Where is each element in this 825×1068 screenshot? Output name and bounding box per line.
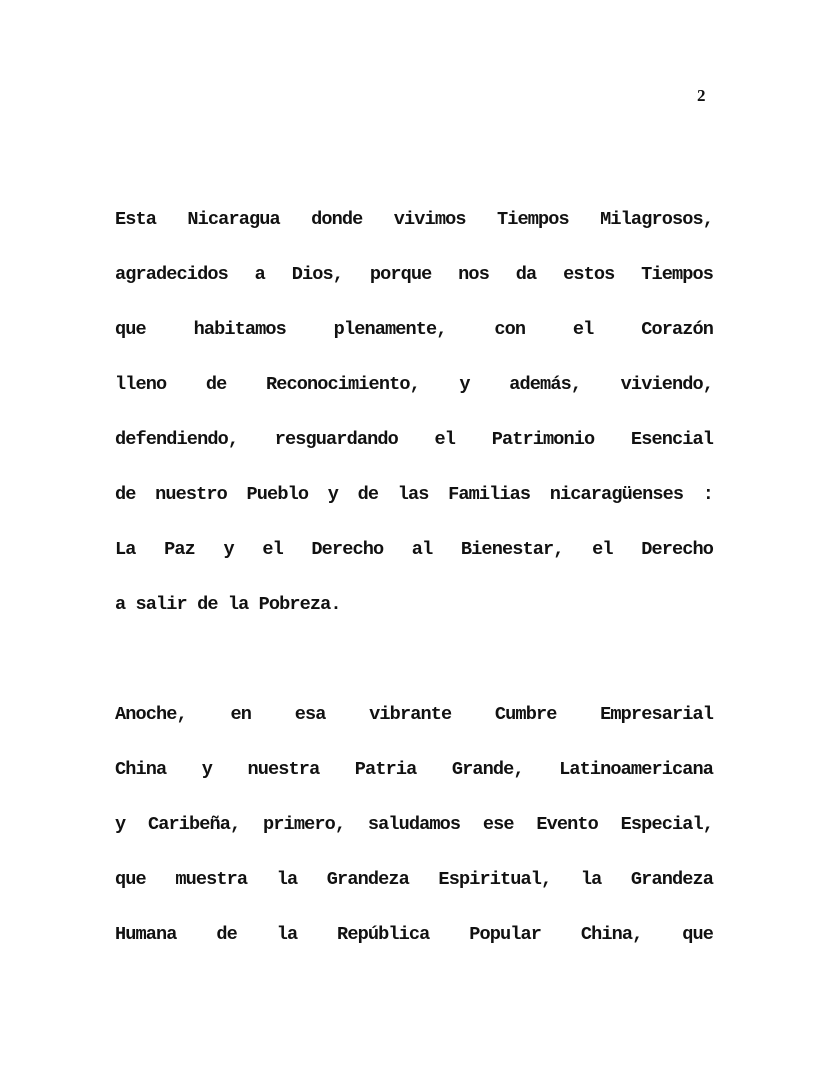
text-line: de nuestro Pueblo y de las Familias nicaragüenses : [115,484,713,505]
paragraph [115,192,713,632]
text-line: Humana de la República Popular China, que [115,924,713,945]
text-line: y Caribeña, primero, saludamos ese Evento Especial, [115,814,713,835]
text-line: que muestra la Grandeza Espiritual, la Grandeza [115,869,713,890]
text-line: Anoche, en esa vibrante Cumbre Empresarial [115,704,713,725]
text-line: defendiendo, resguardando el Patrimonio Esencial [115,429,713,450]
page-number: 2 [697,86,706,105]
text-line: lleno de Reconocimiento, y además, viviendo, [115,374,713,395]
text-line: a salir de la Pobreza. [115,594,341,615]
paragraph [115,687,713,962]
text-line: China y nuestra Patria Grande, Latinoamericana [115,759,713,780]
text-line: La Paz y el Derecho al Bienestar, el Derecho [115,539,713,560]
text-line: agradecidos a Dios, porque nos da estos Tiempos [115,264,713,285]
text-line: Esta Nicaragua donde vivimos Tiempos Milagrosos, [115,209,713,230]
text-line: que habitamos plenamente, con el Corazón [115,319,713,340]
